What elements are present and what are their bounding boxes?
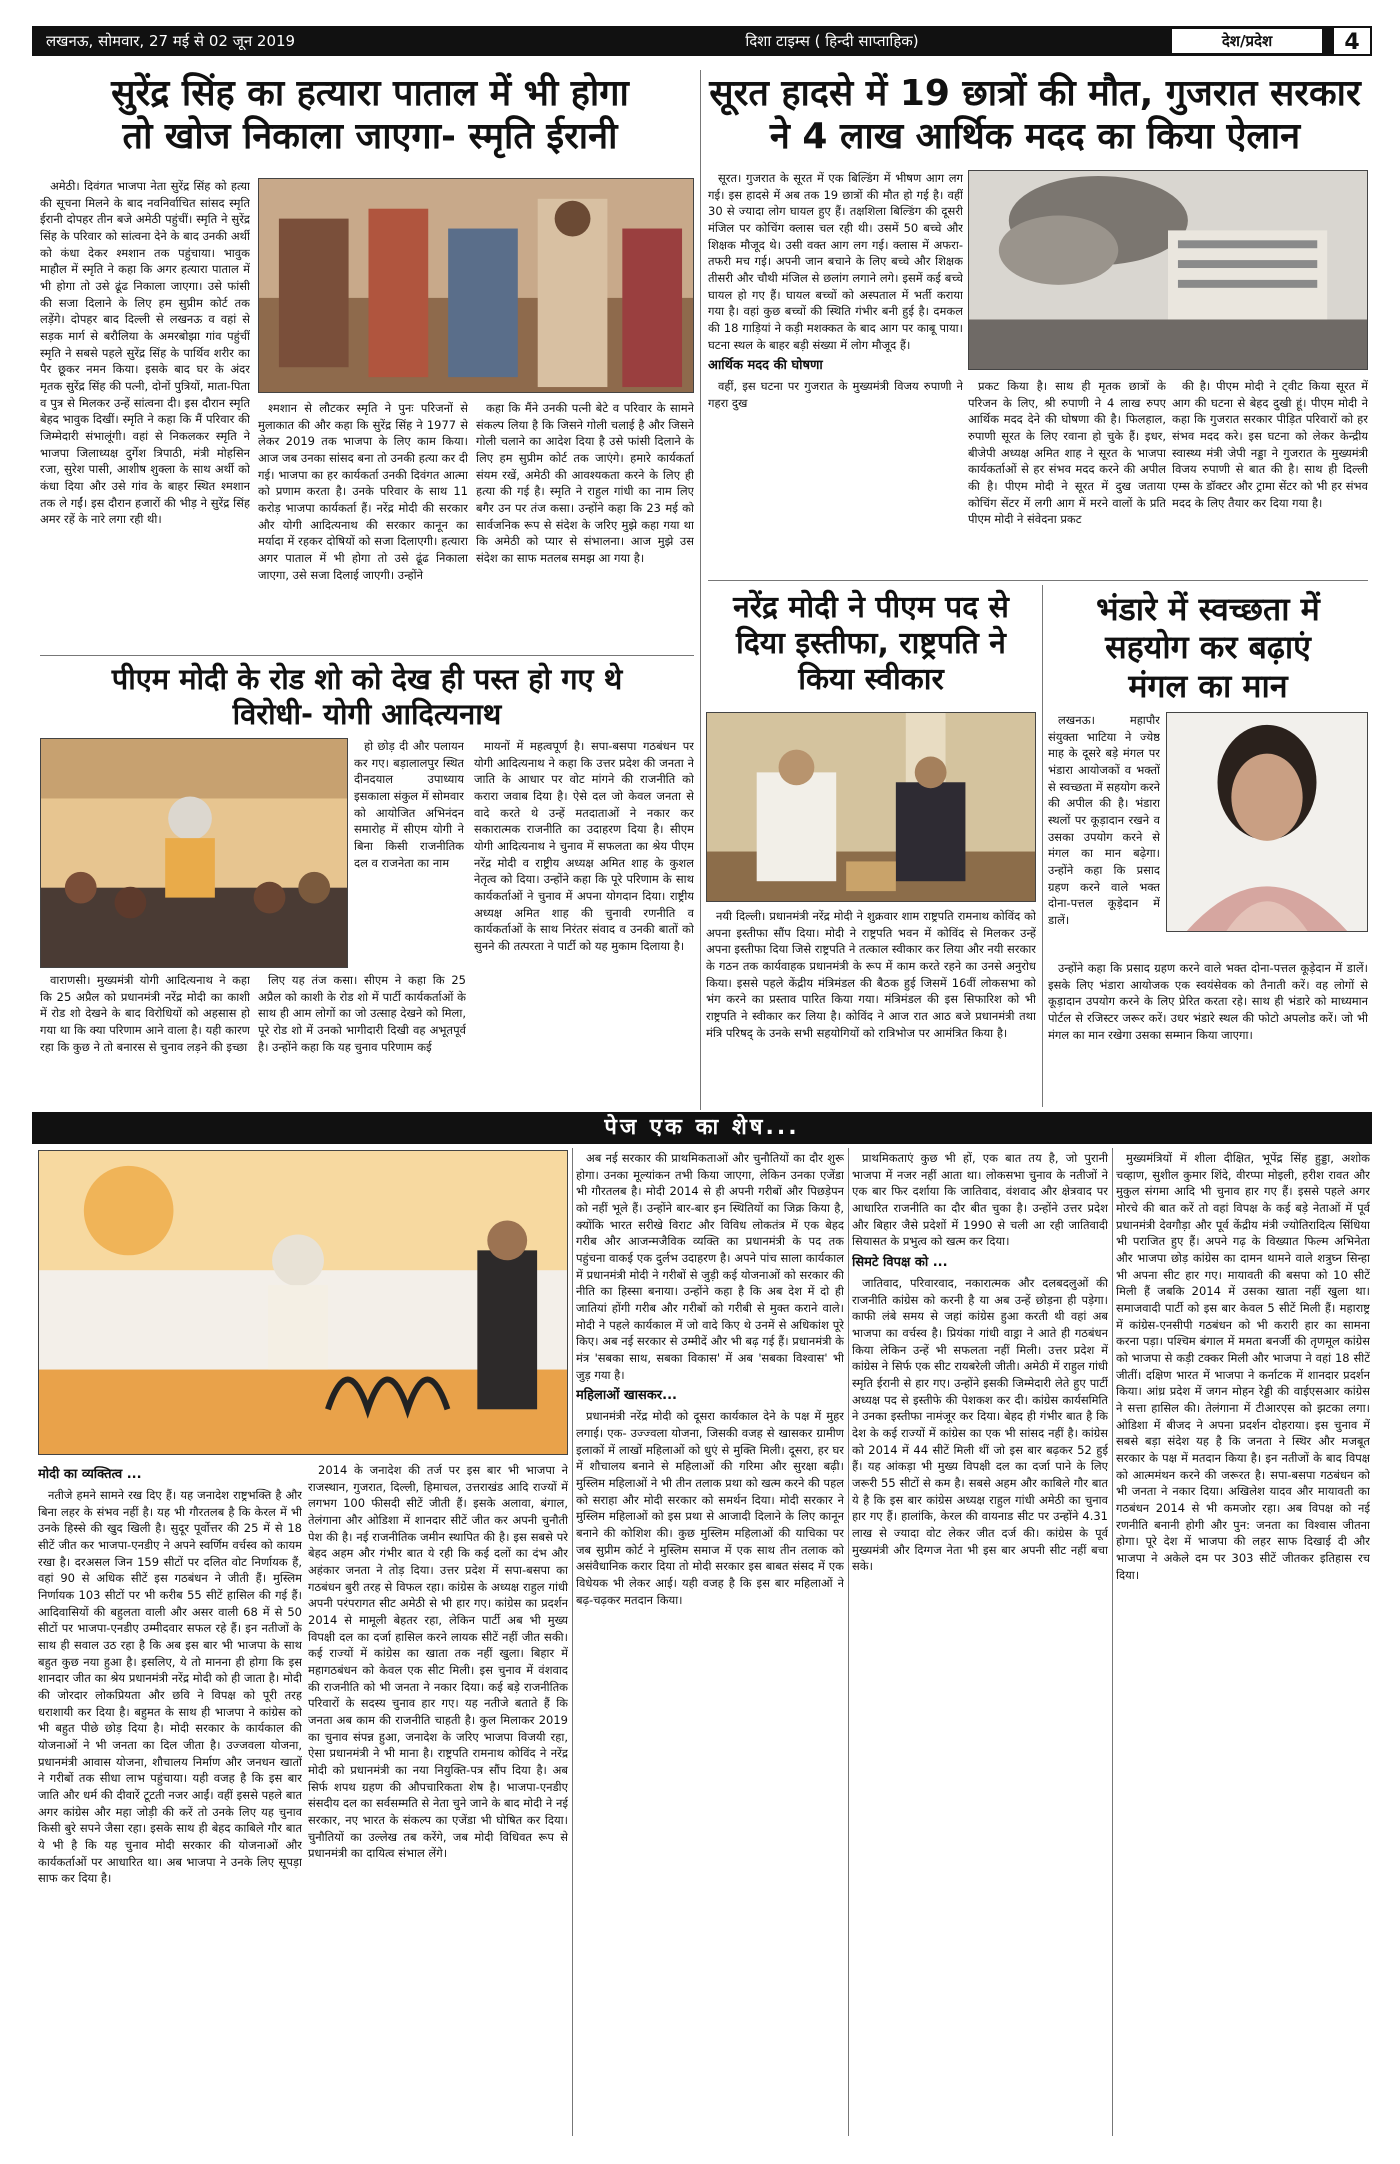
story5-headline	[40, 662, 694, 732]
smriti-irani-photo	[258, 178, 694, 393]
story2-col2-text: प्रकट किया है। साथ ही मृतक छात्रों के परिजन के लिए, श्री रुपाणी ने 4 लाख रुपए आर्थिक मदद देने की घोषणा की है। फिलहाल, रुपाणी सूरत के लिए रवाना हो चुके हैं। इधर, बीजेपी अध्यक्ष अमित शाह ने सूरत के भाजपा कार्यकर्ताओं से हर संभव मदद करने की अपील की है। पीएम मोदी ने सूरत में दुख जताया कोचिंग सेंटर में लगी आग में मरने वालों के प्रति पीएम मोदी ने संवेदना प्रकट	[968, 379, 1166, 527]
story3-headline-line2: दिया इस्तीफा, राष्ट्रपति ने	[736, 626, 1006, 661]
paper-name: दिशा टाइम्स ( हिन्दी साप्ताहिक)	[745, 32, 919, 50]
story2-col3	[1172, 378, 1368, 573]
modi-col5	[1116, 1150, 1370, 2132]
modi-col1-text: नतीजे हमने सामने रख दिए हैं। यह जनादेश राष्ट्रभक्ति है और बिना लहर के संभव नहीं है। यह भी गौरतलब है कि केरल में भी उनके हिस्से की खुद खिली है। सुदूर पूर्वोत्तर की 25 में से 18 सीटें जीत कर भाजपा-एनडीए ने अपने स्वर्णिम वर्चस्व को कायम रखा है। दरअसल जिन 159 सीटों पर दलित वोट निर्णायक हैं, वहां 90 से अधिक सीटें इस गठबंधन ने जीती हैं। मुस्लिम निर्णायक 103 सीटों पर भी करीब 55 सीटें हासिल की गई हैं। आदिवासियों की बहुलता वाली और असर वाली 68 में से 50 सीटों पर भाजपा-एनडीए उम्मीदवार सफल रहे हैं। इन नतीजों के साथ ही सवाल उठ रहा है कि अब इस बार भी भाजपा के साथ बहुत कुछ नया हुआ है। इसलिए, ये तो मानना ही होगा कि इस शानदार जीत का श्रेय प्रधानमंत्री नरेंद्र मोदी को ही जाता है। मोदी की जोरदार लोकप्रियता और छवि ने विपक्ष को पूरी तरह धराशायी कर दिया है। बहुमत के साथ ही भाजपा ने कांग्रेस को भी बहुत पीछे छोड़ दिया है। मोदी सरकार के कार्यकाल की योजनाओं ने भी जनता का दिल जीता है। उज्जवला योजना, प्रधानमंत्री आवास योजना, शौचालय निर्माण और जनधन खातों ने गरीबों तक सीधा लाभ पहुंचाया। यही वजह है कि इस बार जाति और धर्म की दीवारें टूटती नजर आईं। वहीं इससे पहले बात अगर कांग्रेस और महा जोड़ी की करें तो उनके लिए यह चुनाव किसी बुरे सपने जैसा रहा। इसके साथ ही बेहद काबिले गौर बात ये भी है कि यह चुनाव मोदी सरकार की योजनाओं और कार्यकर्ताओं पर आधारित था। अब भाजपा ने उनके लिए सूपड़ा साफ कर दिया है।	[38, 1487, 302, 1886]
story3-headline-line1: नरेंद्र मोदी ने पीएम पद से	[733, 590, 1009, 625]
story4-body-text: उन्होंने कहा कि प्रसाद ग्रहण करने वाले भक्त दोना-पत्तल कूड़ेदान में डालें। इसके लिए भंडारा आयोजक एक स्वयंसेवक को तैनाती करें। वह लोगों से कूड़ादान उपयोग करने के लिए प्रेरित करता रहे। साथ ही भंडारे को माध्यमान पोर्टल से रजिस्टर जरूर करें। उधर भंडारे स्थल की फोटो अपलोड करें। जो भी मंगल का मान रखेगा उसका सम्मान किया जाएगा।	[1048, 961, 1368, 1042]
modi-roadshow-photo	[40, 738, 348, 968]
divider	[708, 580, 1368, 581]
modi-col3b-text: प्रधानमंत्री नरेंद्र मोदी को दूसरा कार्यकाल देने के पक्ष में मुहर लगाई। एक- उज्ज्वला योजना, जिसकी वजह से खासकर ग्रामीण इलाकों में लाखों महिलाओं को धुएं से मुक्ति मिली। दूसरा, हर घर में शौचालय बनाने से महिलाओं की गरिमा और सुरक्षा बढ़ी। मुस्लिम महिलाओं ने भी तीन तलाक प्रथा को खत्म करने की पहल को सराहा और मोदी सरकार को समर्थन दिया। मोदी सरकार ने मुस्लिम महिलाओं को इस प्रथा से आजादी दिलाने के लिए कानून बनाने की कोशिश की। कुछ मुस्लिम महिलाओं की याचिका पर जब सुप्रीम कोर्ट ने मुस्लिम समाज में एक साथ तीन तलाक को असंवैधानिक करार दिया तो मोदी सरकार इस बाबत संसद में एक विधेयक भी लेकर आई। यही वजह है कि इस बार महिलाओं ने बढ़-चढ़कर मतदान किया।	[576, 1409, 844, 1607]
story2-col1-text: सूरत। गुजरात के सूरत में एक बिल्डिंग में भीषण आग लग गई। इस हादसे में अब तक 19 छात्रों की मौत हो गई है। वहीं 30 से ज्यादा लोग घायल हुए हैं। तक्षशिला बिल्डिंग की दूसरी मंजिल पर कोचिंग क्लास चल रही थी। उसमें 50 बच्चे और शिक्षक मौजूद थे। उसी वक्त आग लग गई। क्लास में अफरा-तफरी मच गई। अपनी जान बचाने के लिए बच्चे और शिक्षक तीसरी और चौथी मंजिल से छलांग लगाने लगे। इसमें कई बच्चे घायल हो गए हैं। घायल बच्चों को अस्पताल में भर्ती कराया गया है। वहां कुछ बच्चों की स्थिति गंभीर बनी हुई है। दमकल की 18 गाड़ियां ने कड़ी मशक्कत के बाद आग पर काबू पाया। घटना स्थल के बाहर बड़ी संख्या में लोग मौजूद हैं।	[708, 171, 963, 352]
modi-speech-photo	[38, 1150, 568, 1455]
story4-headline-line1: भंडारे में स्वच्छता में	[1096, 590, 1320, 628]
story1-col3	[476, 400, 694, 650]
story5-col3	[474, 738, 694, 1108]
story5-col1-text: वाराणसी। मुख्यमंत्री योगी आदित्यनाथ ने कहा कि 25 अप्रैल को प्रधानमंत्री नरेंद्र मोदी का काशी में रोड शो देखने के बाद विरोधियों को अहसास हो गया था कि क्या परिणाम आने वाला है। यही कारण रहा कि कुछ ने तो बनारस से चुनाव लड़ने की इच्छा	[40, 973, 250, 1054]
story4-headline-line3: मंगल का मान	[1128, 666, 1288, 705]
column-divider	[848, 1148, 849, 2136]
story2-col1	[708, 170, 963, 570]
surat-fire-photo	[968, 170, 1368, 370]
story1-headline	[40, 72, 700, 158]
story4-intro	[1048, 712, 1160, 957]
column-divider	[700, 70, 701, 1110]
story4-headline-line2: सहयोग कर बढ़ाएं	[1105, 628, 1311, 667]
masthead	[32, 26, 1372, 56]
story4-intro-text: लखनऊ। महापौर संयुक्ता भाटिया ने ज्येष्ठ माह के दूसरे बड़े मंगल पर भंडारा आयोजकों व भक्तों से स्वच्छता में सहयोग करने की अपील की है। भंडारा स्थलों पर कूड़ादान रखने व उसका उपयोग करने से मंगल का मान बढ़ेगा। उन्होंने कहा कि प्रसाद ग्रहण करने वाले भक्त दोना-पत्तल कूड़ेदान में डालें।	[1048, 713, 1160, 928]
divider	[40, 655, 694, 656]
modi-col5-text: मुख्यमंत्रियों में शीला दीक्षित, भूपेंद्र सिंह हुड्डा, अशोक चव्हाण, सुशील कुमार शिंदे, वीरप्पा मोइली, हरीश रावत और मुकुल संगमा आदि भी चुनाव हार गए हैं। इससे पहले अगर मोरचे की बात करें तो वहां विपक्ष के कई बड़े नेताओं में पूर्व प्रधानमंत्री देवगौड़ा और पूर्व केंद्रीय मंत्री ज्योतिरादित्य सिंधिया भी पराजित हुए हैं। अपने गढ़ के विख्यात फिल्म अभिनेता और भाजपा छोड़ कांग्रेस का दामन थामने वाले शत्रुघ्न सिन्हा भी अपना सीट हार गए। मायावती की बसपा को 10 सीटें मिली हैं जबकि 2014 में उसका खाता नहीं खुला था। समाजवादी पार्टी को इस बार केवल 5 सीटें मिली हैं। महाराष्ट्र में कांग्रेस-एनसीपी गठबंधन को भी करारी हार का सामना करना पड़ा। पश्चिम बंगाल में ममता बनर्जी की तृणमूल कांग्रेस को भाजपा से कड़ी टक्कर मिली और भाजपा ने वहां 18 सीटें जीतीं। दक्षिण भारत में भाजपा ने कर्नाटक में शानदार प्रदर्शन किया। आंध्र प्रदेश में जगन मोहन रेड्डी की वाईएसआर कांग्रेस ने सत्ता हासिल की। तेलंगाना में टीआरएस को झटका लगा। ओडिशा में बीजद ने अपना प्रदर्शन दोहराया। इस चुनाव में सबसे बड़ा संदेश यह है कि जनता ने स्थिर और मजबूत सरकार के पक्ष में मतदान किया है। इन नतीजों के बाद विपक्ष को आत्ममंथन करने की जरूरत है। सपा-बसपा गठबंधन को भी जनता ने नकार दिया। अखिलेश यादव और मायावती का गठबंधन 2014 से भी कमजोर रहा। अब विपक्ष को नई रणनीति बनानी होगी और पुन: जनता का विश्वास जीतना होगा। पूरे देश में भाजपा की लहर साफ दिखाई दी और भाजपा ने अकेले दम पर 303 सीटें जीतकर इतिहास रच दिया।	[1116, 1151, 1370, 1582]
modi-kovind-photo	[706, 712, 1036, 902]
modi-col4-text: प्राथमिकताएं कुछ भी हों, एक बात तय है, जो पुरानी भाजपा में नजर नहीं आता था। लोकसभा चुनाव के नतीजों ने एक बार फिर दर्शाया कि जातिवाद, वंशवाद और क्षेत्रवाद पर आधारित राजनीति का दौर बीत चुका है। उन्होंने उत्तर प्रदेश और बिहार जैसे प्रदेशों में 1990 से चली आ रही जातिवादी सियासत के प्रभुत्व को खत्म कर दिया।	[852, 1151, 1108, 1249]
story5-col1	[40, 972, 250, 1107]
story3-headline	[706, 590, 1036, 698]
story5-headline-line1: पीएम मोदी के रोड शो को देख ही पस्त हो गए थे	[111, 662, 623, 696]
story2-subhead: आर्थिक मदद की घोषणा	[708, 358, 823, 374]
story1-headline-line2: तो खोज निकाला जाएगा- स्मृति ईरानी	[122, 116, 618, 158]
story1-headline-line1: सुरेंद्र सिंह का हत्यारा पाताल में भी होगा	[111, 73, 629, 114]
continued-section-band: पेज एक का शेष...	[32, 1112, 1372, 1144]
story3-body-text: नयी दिल्ली। प्रधानमंत्री नरेंद्र मोदी ने शुक्रवार शाम राष्ट्रपति रामनाथ कोविंद को अपना इस्तीफा सौंप दिया। मोदी ने राष्ट्रपति भवन में कोविंद से मिलकर उन्हें अपना इस्तीफा दिया जिसे राष्ट्रपति ने तत्काल स्वीकार कर लिया और नयी सरकार के गठन तक कार्यवाहक प्रधानमंत्री के रूप में काम करते रहने का उनसे अनुरोध किया। इससे पहले केंद्रीय मंत्रिमंडल की बैठक हुई जिसमें 16वीं लोकसभा को भंग करने का प्रस्ताव पारित किया गया। मंत्रिमंडल की इस सिफारिश को भी राष्ट्रपति ने स्वीकार कर लिया है। कोविंद ने आज रात आठ बजे प्रधानमंत्री तथा मंत्रि परिषद् के उनके सभी सहयोगियों को रात्रिभोज पर आमंत्रित किया है।	[706, 909, 1036, 1040]
story1-col3-text: कहा कि मैंने उनकी पत्नी बेटे व परिवार के सामने संकल्प लिया है कि जिसने गोली चलाई है और जिसने गोली चलाने का आदेश दिया है उसे फांसी दिलाने के लिए हम सुप्रीम कोर्ट तक जाएंगे। हमारे कार्यकर्ता संयम रखें, अमेठी की आवश्यकता करने के लिए ही हत्या की गई है। स्मृति ने राहुल गांधी का नाम लिए बगैर उन पर तंज कसा। उन्होंने कहा कि 23 मई को सार्वजनिक रूप से संदेश के जरिए मुझे कहा गया था कि अमेठी को प्यार से संभालना। आज मुझे उस संदेश का साफ मतलब समझ आ गया है।	[476, 401, 694, 566]
page-number: 4	[1332, 26, 1372, 56]
story1-col2-text: श्मशान से लौटकर स्मृति ने पुनः परिजनों से मुलाकात की और कहा कि सुरेंद्र सिंह ने 1977 से लेकर 2019 तक भाजपा के लिए काम किया। आज जब उनका सांसद बना तो उनकी हत्या कर दी गई। भाजपा का हर कार्यकर्ता उनकी दिवंगत आत्मा को प्रणाम करता है। उनके परिवार के साथ 11 करोड़ भाजपा कार्यकर्ता हैं। नरेंद्र मोदी की सरकार और योगी आदित्यनाथ की सरकार कानून का मर्यादा में रहकर दोषियों को सजा दिलाएगी। हत्यारा अगर पाताल में भी होगा तो उसे ढूंढ निकाला जाएगा, उसे सजा दिलाई जाएगी। उन्होंने	[258, 401, 468, 582]
section-label: देश/प्रदेश	[1172, 29, 1322, 53]
story2-col1b-text: वहीं, इस घटना पर गुजरात के मुख्यमंत्री विजय रुपाणी ने गहरा दुख	[708, 379, 963, 410]
modi-col3-text: अब नई सरकार की प्राथमिकताओं और चुनौतियों का दौर शुरू होगा। उनका मूल्यांकन तभी किया जाएगा, लेकिन उनका एजेंडा भी गौरतलब है। मोदी 2014 से ही अपनी गरीबों और पिछड़ेपन को नहीं भूले हैं। उन्होंने बार-बार इन स्थितियों का जिक्र किया है, क्योंकि भारत सरीखे विराट और विविध लोकतंत्र में एक बेहद गरीब और आजन्मजैविक व्यक्ति का प्रधानमंत्री के पद तक पहुंचना वाकई एक दुर्लभ उदाहरण है। अपने पांच साला कार्यकाल में प्रधानमंत्री मोदी ने गरीबों से जुड़ी कई योजनाओं को सरकार की नीति का हिस्सा बनाया। उन्होंने कहा है कि अब देश में दो ही जातियां होंगी गरीब और गरीबों को गरीबी से मुक्त कराने वाले। मोदी ने पहले कार्यकाल में जो वादे किए थे उनमें से अधिकांश पूरे किए। अब नई सरकार से उम्मीदें और भी बढ़ गई हैं। प्रधानमंत्री के मंत्र 'सबका साथ, सबका विकास' में अब 'सबका विश्वास' भी जुड़ गया है।	[576, 1151, 844, 1382]
story2-headline	[700, 72, 1370, 158]
story3-body	[706, 908, 1036, 1106]
story5-col3-text: मायनों में महत्वपूर्ण है। सपा-बसपा गठबंधन पर योगी आदित्यनाथ ने कहा कि उत्तर प्रदेश की जनता ने जाति के आधार पर वोट मांगने की राजनीति को करारा जवाब दिया है। ऐसे दल जो केवल जनता से वादे करते थे उन्हें मतदाताओं ने नकार कर सकारात्मक राजनीति का उदाहरण दिया है। सीएम योगी आदित्यनाथ ने चुनाव में सफलता का श्रेय पीएम नरेंद्र मोदी व राष्ट्रीय अध्यक्ष अमित शाह के कुशल नेतृत्व को दिया। उन्होंने कहा कि पूरे परिणाम के साथ कार्यकर्ताओं ने चुनाव में अपना योगदान दिया। राष्ट्रीय अध्यक्ष अमित शाह की चुनावी रणनीति व कार्यकर्ताओं के साथ निरंतर संवाद व उनकी बातों को सुनने की तत्परता ने पार्टी को यह मुकाम दिलाया है।	[474, 739, 694, 954]
story3-headline-line3: किया स्वीकार	[798, 662, 944, 697]
story2-headline-line2: ने 4 लाख आर्थिक मदद का किया ऐलान	[769, 116, 1301, 158]
column-divider	[1042, 585, 1043, 1107]
story2-col3-text: की है। पीएम मोदी ने ट्वीट किया सूरत में आग की घटना से बेहद दुखी हूं। पीएम मोदी ने कहा कि गुजरात सरकार पीड़ित परिवारों को हर संभव मदद करे। इस घटना को लेकर केन्द्रीय स्वास्थ्य मंत्री जेपी नड्डा ने गुजरात के मुख्यमंत्री विजय रुपाणी से बात की है। साथ ही दिल्ली एम्स के डॉक्टर और ट्रामा सेंटर को भी हर संभव मदद के लिए तैयार कर दिया गया है।	[1172, 379, 1368, 510]
modi-col2-text: 2014 के जनादेश की तर्ज पर इस बार भी भाजपा ने राजस्थान, गुजरात, दिल्ली, हिमाचल, उत्तराखंड आदि राज्यों में लगभग 100 फीसदी सीटें जीती हैं। इसके अलावा, बंगाल, तेलंगाना और ओडिशा में शानदार सीटें जीत कर अपनी चुनौती पेश की है। नई राजनीतिक जमीन स्थापित की है। इस सबसे परे बेहद अहम और गंभीर बात ये रही कि कई दलों का दंभ और अहंकार जनता ने तोड़ दिया। उत्तर प्रदेश में सपा-बसपा का गठबंधन बुरी तरह से विफल रहा। कांग्रेस के अध्यक्ष राहुल गांधी अपनी परंपरागत सीट अमेठी से भी हार गए। कांग्रेस का प्रदर्शन 2014 से मामूली बेहतर रहा, लेकिन पार्टी अब भी मुख्य विपक्षी दल का दर्जा हासिल करने लायक सीटें नहीं जीत सकी। कई राज्यों में कांग्रेस का खाता तक नहीं खुला। बिहार में महागठबंधन को केवल एक सीट मिली। इस चुनाव में वंशवाद की राजनीति को भी जनता ने नकार दिया। कई बड़े राजनीतिक परिवारों के सदस्य चुनाव हार गए। यह नतीजे बताते हैं कि जनता अब काम की राजनीति चाहती है। कुल मिलाकर 2019 का चुनाव संपन्न हुआ, जनादेश के जरिए भाजपा विजयी रहा, ऐसा प्रधानमंत्री ने भी माना है। राष्ट्रपति रामनाथ कोविंद ने नरेंद्र मोदी को प्रधानमंत्री का नया नियुक्ति-पत्र सौंप दिया है। अब सिर्फ शपथ ग्रहण की औपचारिकता शेष है। भाजपा-एनडीए संसदीय दल का सर्वसम्मति से नेता चुने जाने के बाद मोदी ने नई सरकार, नए भारत के संकल्प का एजेंडा भी घोषित कर दिया। चुनौतियों का उल्लेख तब करेंगे, जब मोदी विधिवत रूप से प्रधानमंत्री का दायित्व संभाल लेंगे।	[308, 1463, 568, 1861]
modi-col4	[852, 1150, 1108, 2132]
modi-col1	[38, 1462, 302, 2132]
modi-col2	[308, 1462, 568, 2132]
story4-body	[1048, 960, 1368, 1106]
modi-subhead-women: महिलाओं खासकर...	[576, 1388, 677, 1404]
column-divider	[1112, 1148, 1113, 2136]
story5-col2-text: लिए यह तंज कसा। सीएम ने कहा कि 25 अप्रैल को काशी के रोड शो में पार्टी कार्यकर्ताओं के साथ ही आम लोगों का जो उत्साह देखने को मिला, पूरे रोड शो में उनको भागीदारी दिखी वह अभूतपूर्व है। उन्होंने कहा कि यह चुनाव परिणाम कई	[258, 973, 466, 1054]
column-divider	[572, 1148, 573, 2136]
story2-col2	[968, 378, 1166, 573]
modi-col3	[576, 1150, 844, 2132]
story5-col1a	[354, 738, 464, 963]
story1-col2	[258, 400, 468, 650]
modi-continued-label: मोदी का व्यक्तित्व ...	[38, 1467, 142, 1482]
issue-date: लखनऊ, सोमवार, 27 मई से 02 जून 2019	[46, 32, 296, 50]
modi-subhead-opposition: सिमटे विपक्ष को ...	[852, 1255, 948, 1271]
story1-col1	[40, 178, 250, 648]
story1-col1-text: अमेठी। दिवंगत भाजपा नेता सुरेंद्र सिंह को हत्या की सूचना मिलने के बाद नवनिर्वाचित सांसद स्मृति ईरानी दोपहर तीन बजे अमेठी पहुंचीं। स्मृति ने सुरेंद्र सिंह के परिवार को सांत्वना देने के बाद उनकी अर्थी को कंधा देकर श्मशान तक पहुंचाया। भावुक माहौल में स्मृति ने कहा कि अगर हत्यारा पाताल में भी होगा तो उसे ढूंढ निकाला जाएगा। उसे फांसी की सजा दिलाने के लिए हम सुप्रीम कोर्ट तक लड़ेंगे। दोपहर बाद दिल्ली से लखनऊ व वहां से सड़क मार्ग से बरौलिया के अमरबोझा गांव पहुंचीं स्मृति ने सबसे पहले सुरेंद्र सिंह के पार्थिव शरीर का पैर छूकर नमन किया। इसके बाद घर के अंदर मृतक सुरेंद्र सिंह की पत्नी, दोनों पुत्रियों, माता-पिता व पुत्र से मिलकर उन्हें सांत्वना दी। इस दौरान स्मृति बेहद भावुक दिखीं। स्मृति ने कहा कि मैं परिवार की जिम्मेदारी संभालूंगी। वहां से निकलकर स्मृति ने भाजपा जिलाध्यक्ष दुर्गेश त्रिपाठी, मंत्री मोहसिन रजा, सुरेश पासी, आशीष शुक्ला के साथ अर्थी को कंधा दिया और उसे गांव के बाहर स्थित श्मशान तक ले गईं। इस दौरान हजारों की भीड़ ने सुरेंद्र सिंह अमर रहें के नारे लगा रही थी।	[40, 179, 250, 527]
modi-col4b-text: जातिवाद, परिवारवाद, नकारात्मक और दलबदलुओं की राजनीति कांग्रेस को करनी है या अब उन्हें छोड़ना ही पड़ेगा। काफी लंबे समय से जहां कांग्रेस हुआ करती थी वहां अब भाजपा का वर्चस्व है। प्रियंका गांधी वाड्रा ने आते ही गठबंधन किया लेकिन उन्हें भी सफलता नहीं मिली। उत्तर प्रदेश में कांग्रेस ने सिर्फ एक सीट रायबरेली जीती। अमेठी में राहुल गांधी स्मृति ईरानी से हार गए। उन्होंने इसकी जिम्मेदारी लेते हुए पार्टी अध्यक्ष पद से इस्तीफे की पेशकश कर दी। कांग्रेस कार्यसमिति ने उनका इस्तीफा नामंजूर कर दिया। बेहद ही गंभीर बात है कि देश के कई राज्यों में कांग्रेस का एक भी सांसद नहीं है। कांग्रेस को 2014 में 44 सीटें मिली थीं जो इस बार बढ़कर 52 हुई हैं। यह आंकड़ा भी मुख्य विपक्षी दल का दर्जा पाने के लिए जरूरी 55 सीटों से कम है। सबसे अहम और काबिले गौर बात ये है कि इस बार कांग्रेस अध्यक्ष राहुल गांधी अमेठी का चुनाव हार गए हैं। हालांकि, केरल की वायनाड सीट पर उन्होंने 4.31 लाख से ज्यादा वोट लेकर जीत दर्ज की। कांग्रेस के पूर्व मुख्यमंत्री और दिग्गज नेता भी इस बार अपनी सीट नहीं बचा सके।	[852, 1275, 1108, 1574]
story5-col1a-text: हो छोड़ दी और पलायन कर गए। बड़ालालपुर स्थित दीनदयाल उपाध्याय इसकाला संकुल में सोमवार को आयोजित अभिनंदन समारोह में सीएम योगी ने बिना किसी राजनीतिक दल व राजनेता का नाम	[354, 739, 464, 870]
story2-headline-line1: सूरत हादसे में 19 छात्रों की मौत, गुजरात सरकार	[709, 73, 1361, 114]
story5-col2	[258, 972, 466, 1107]
sanyukta-bhatia-photo	[1166, 712, 1368, 932]
story5-headline-line2: विरोधी- योगी आदित्यनाथ	[232, 696, 502, 731]
story4-headline	[1046, 590, 1370, 705]
